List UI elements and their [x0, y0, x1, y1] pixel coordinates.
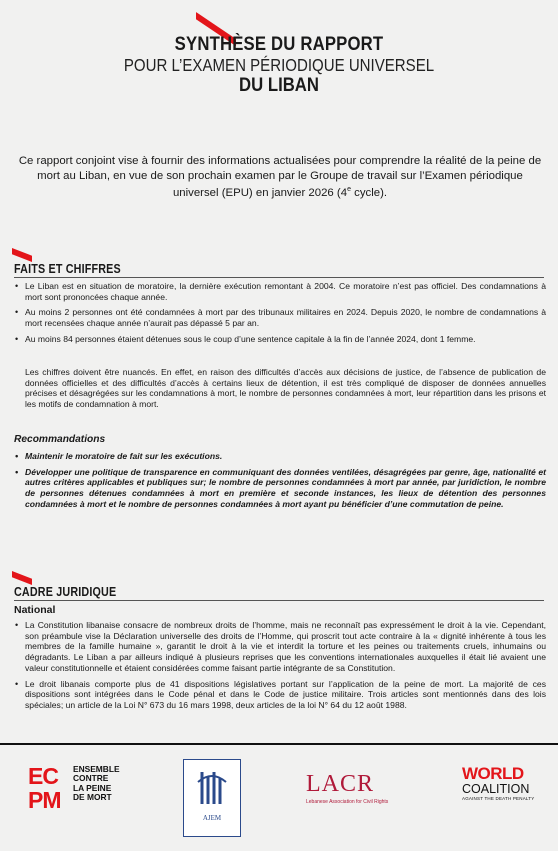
- ajem-logo-label: AJEM: [202, 814, 222, 822]
- partner-logos: [0, 743, 558, 851]
- lacr-logo-subtitle: Lebanese Association for Civil Rights: [306, 799, 389, 805]
- wc-logo-line1: WORLD: [462, 764, 524, 783]
- cadre-bullet-list: [14, 620, 546, 716]
- section-title-faits: FAITS ET CHIFFRES: [14, 262, 121, 276]
- list-item: • Au moins 2 personnes ont été condamnées à mort par des tribunaux militaires en 2024. Depuis 2020, le nombre de condamnations à mort recensées chaque année n’aurait pas dépassé 5 par an.: [14, 307, 546, 328]
- list-item: • Le droit libanais comporte plus de 41 dispositions législatives portant sur l’application de la peine de mort. La majorité de ces dispositions sont intégrées dans le Code pénal et dans le Code de justice militaire. Trois articles sont mentionnés dans des lois spéciales; un article de la Loi N° 673 du 16 mars 1998, deux articles de la loi N° 64 du 12 août 1988.: [14, 679, 546, 711]
- lacr-logo[interactable]: [306, 771, 390, 821]
- ajem-emblem-icon: [196, 768, 228, 808]
- list-item: • Au moins 84 personnes étaient détenues sous le coup d’une sentence capitale à la fin de l’année 2024, dont 1 femme.: [14, 334, 546, 345]
- section-accent-mark: [12, 248, 32, 262]
- ecpm-logo-ec: EC: [28, 763, 58, 789]
- section-divider: [14, 277, 544, 278]
- title-line-2: POUR L’EXAMEN PÉRIODIQUE UNIVERSEL: [123, 55, 435, 75]
- wc-logo-line2: COALITION: [462, 782, 530, 796]
- recommendations-list: [14, 451, 546, 515]
- world-coalition-logo[interactable]: [462, 765, 542, 817]
- subsection-title-national: National: [14, 604, 56, 616]
- recommendations-heading: Recommandations: [14, 434, 106, 445]
- faits-bullet-list: [14, 281, 546, 350]
- ecpm-logo-pm: PM: [28, 787, 61, 813]
- list-item: • Maintenir le moratoire de fait sur les exécutions.: [14, 451, 546, 462]
- section-divider: [14, 600, 544, 601]
- wc-logo-line3: AGAINST THE DEATH PENALTY: [462, 796, 535, 801]
- lacr-logo-name: LACR: [306, 771, 375, 797]
- title-line-1: SYNTHÈSE DU RAPPORT: [174, 34, 384, 55]
- list-item: • Développer une politique de transparence en communiquant des données ventilées, désagrégées par genre, âge, nationalité et autres critères applicables et publiques sur; le nombre de personnes condamnées à mort par année, par juridiction, le nombre de personnes détenues condamnées à mort en première et seconde instances, les lieux de détention des personnes condamnées à mort et le nombre de personnes condamnées à mort ayant pu bénéficier d’une commutation de peine.: [14, 467, 546, 510]
- intro-paragraph: Ce rapport conjoint vise à fournir des informations actualisées pour comprendre la réalité de la peine de mort au Liban, en vue de son prochain examen par le Groupe de travail sur l’Examen périodique universel (EPU) en janvier 2026 (4e cycle).: [18, 155, 542, 200]
- report-title: [0, 34, 558, 97]
- faits-paragraph: Les chiffres doivent être nuancés. En effet, en raison des difficultés d’accès aux décisions de justice, de l’absence de publication de données officielles et des difficultés d’accès à certains lieux de détention, il est très compliqué de disposer de données annuelles précises et désagrégées sur les condamnations à mort, le nombre de personnes condamnées à mort, leur répartition dans les prisons et les motifs de condamnation à mort.: [25, 367, 546, 410]
- ajem-logo[interactable]: [183, 759, 241, 837]
- title-line-3: DU LIBAN: [239, 75, 319, 96]
- section-accent-mark: [12, 571, 32, 585]
- ecpm-logo-tagline: ENSEMBLE CONTRE LA PEINE DE MORT: [73, 764, 120, 803]
- ecpm-logo[interactable]: [28, 763, 118, 821]
- section-title-cadre: CADRE JURIDIQUE: [14, 585, 117, 599]
- list-item: • La Constitution libanaise consacre de nombreux droits de l’homme, mais ne reconnaît pas expressément le droit à la vie. Cependant, son préambule vise la Déclaration universelle des droits de l’Homme, qui proscrit tout acte contraire à la « dignité inhérente à tous les membres de la famille humaine », garantit le droit à la vie et interdit la torture et les peines ou traitements cruels, inhumains ou dégradants. Le Liban a par ailleurs indiqué à plusieurs reprises que les conventions internationales auxquelles il était lié avaient une valeur constitutionnelle et étaient considérées comme faisant partie intégrante de sa Constitution.: [14, 620, 546, 674]
- list-item: • Le Liban est en situation de moratoire, la dernière exécution remontant à 2004. Ce moratoire n’est pas officiel. Des condamnations à mort sont prononcées chaque année.: [14, 281, 546, 302]
